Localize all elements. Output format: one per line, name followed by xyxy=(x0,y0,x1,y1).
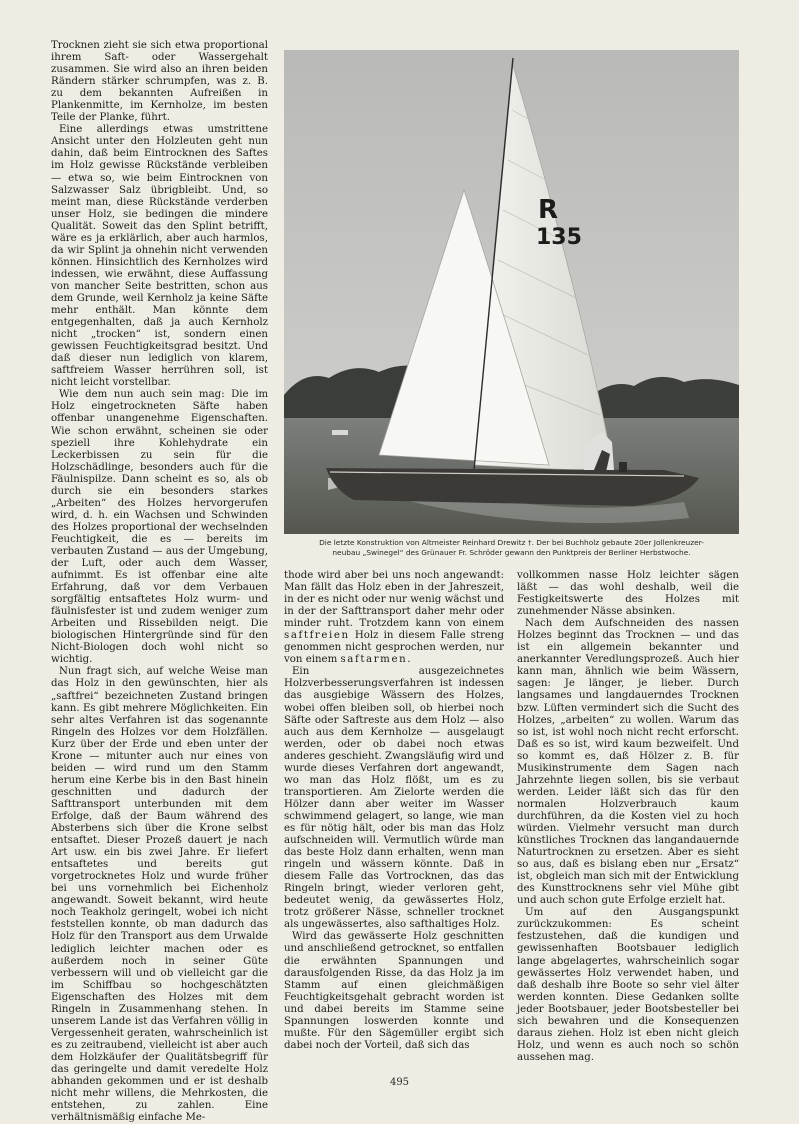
sailboat-illustration xyxy=(284,50,739,534)
caption-line: neubau „Swinegel“ des Grünauer Fr. Schröder gewann den Punktpreis der Berliner Herbstwoche. xyxy=(332,548,691,557)
text-run: Holz in diesem Falle streng genommen nicht gesprochen werden, nur von einem xyxy=(284,630,504,666)
page-number: 495 xyxy=(389,1077,410,1088)
text-column-left xyxy=(51,40,268,1124)
paragraph: Nach dem Aufschneiden des nassen Holzes beginnt das Trocknen — und das ist ein allgemein bekannter und anerkannter Veredlungsprozeß. Auch hier kann man, ähnlich wie beim Wässern, sagen: Je länger, je lieber. Durch langsames und langdauerndes Trocknen bzw. Lüften vermindert sich die Sucht des Holzes, „arbeiten“ zu wollen. Warum das so ist, ist wohl noch nicht recht erforscht. Daß es so ist, wird kaum bezweifelt. Und so kommt es, daß Hölzer z. B. für Musikinstrumente dem Sagen nach Jahrzehnte liegen sollen, bis sie verbaut werden. Leider läßt sich das für den normalen Holzverbrauch kaum durchführen, da die Kosten viel zu hoch würden. Vielmehr versucht man durch künstliches Trocknen das langandauernde Naturtrocknen zu ersetzen. Aber es sieht so aus, daß es bislang eben nur „Ersatz“ ist, obgleich man sich mit der Entwicklung des Kunsttrocknens sehr viel Mühe gibt und auch schon gute Erfolge erzielt hat. xyxy=(517,618,739,907)
text-run: thode wird aber bei uns noch angewandt: Man fällt das Holz eben in der Jahreszeit, in der es nicht oder nur wenig wächst und in der der Safttransport daher mehr oder minder ruht. Trotzdem kann von einem xyxy=(284,570,504,630)
text-column-right xyxy=(517,570,739,1075)
paragraph: Nun fragt sich, auf welche Weise man das Holz in den gewünschten, hier als „saftfrei“ bezeichneten Zustand bringen kann. Es gibt mehrere Möglichkeiten. Ein sehr altes Verfahren ist das sogenannte Ringeln des Holzes vor dem Holzfällen. Kurz über der Erde und eben unter der Krone — mitunter auch nur eines von beiden — wird rund um den Stamm herum eine Kerbe bis in den Bast hinein geschnitten und dadurch der Safttransport unterbunden mit dem Erfolge, daß der Baum während des Absterbens sich über die Krone selbst entsaftet. Dieser Prozeß dauert je nach Art usw. ein bis zwei Jahre. Er liefert entsaftetes und bereits gut vorgetrocknetes Holz und wurde früher bei uns vornehmlich bei Eichenholz angewandt. Soweit bekannt, wird heute noch Teakholz geringelt, wobei ich nicht feststellen konnte, ob man dadurch das Holz für den Transport aus dem Urwalde lediglich leichter machen oder es außerdem noch in seiner Güte verbessern will und ob vielleicht gar die im Schiffbau so hochgeschätzten Eigenschaften des Holzes mit dem Ringeln in Zusammenhang stehen. In unserem Lande ist das Verfahren völlig in Vergessenheit geraten, wahrscheinlich ist es zu zeitraubend, vielleicht ist aber auch dem Holzkäufer der Qualitätsbegriff für das geringelte und damit veredelte Holz abhanden gekommen und er ist deshalb nicht mehr willens, die Mehrkosten, die entstehen, zu zahlen. Eine verhältnismäßig einfache Me- xyxy=(51,666,268,1124)
text-run: . xyxy=(407,654,411,666)
paragraph xyxy=(284,570,504,666)
spaced-emphasis: saftfreien xyxy=(284,630,350,642)
paragraph: Ein ausgezeichnetes Holzverbesserungsverfahren ist indessen das ausgiebige Wässern des Holzes, wobei offen bleiben soll, ob hierbei noch Säfte oder Saftreste aus dem Holz — also auch aus dem Kernholze — ausgelaugt werden, oder ob dabei noch etwas anderes geschieht. Zwangsläufig wird und wurde dieses Verfahren dort angewandt, wo man das Holz flößt, um es zu transportieren. Am Zielorte werden die Hölzer dann aber weiter im Wasser schwimmend gelagert, so lange, wie man es für nötig hält, oder bis man das Holz aufschneiden will. Vermutlich würde man das beste Holz dann erhalten, wenn man ringeln und wässern könnte. Daß in diesem Falle das Vortrocknen, das das Ringeln bringt, wieder verloren geht, bedeutet wenig, da gewässertes Holz, trotz größerer Nässe, schneller trocknet als ungewässertes, also safthaltiges Holz. xyxy=(284,666,504,931)
paragraph: Um auf den Ausgangspunkt zurückzukommen: Es scheint festzustehen, daß die kundigen und gewissenhaften Bootsbauer lediglich lange abgelagertes, wahrscheinlich sogar gewässertes Holz verwendet haben, und daß deshalb ihre Boote so sehr viel älter werden konnten. Diese Gedanken sollte jeder Bootsbauer, jeder Bootsbesteller bei sich bewahren und die Konsequenzen daraus ziehen. Holz ist eben nicht gleich Holz, und wenn es auch noch so schön aussehen mag. xyxy=(517,907,739,1063)
paragraph: Wird das gewässerte Holz geschnitten und anschließend getrocknet, so entfallen die erwähnten Spannungen und darausfolgenden Risse, da das Holz ja im Stamm auf einen gleichmäßigen Feuchtigkeitsgehalt gebracht worden ist und dabei bereits im Stamme seine Spannungen loswerden konnte und mußte. Für den Sägemüller ergibt sich dabei noch der Vorteil, daß sich das xyxy=(284,931,504,1051)
paragraph: Wie dem nun auch sein mag: Die im Holz eingetrockneten Säfte haben offenbar unangenehme Eigenschaften. Wie schon erwähnt, scheinen sie oder speziell ihre Kohlehydrate ein Leckerbissen zu sein für die Holzschädlinge, besonders auch für die Fäulnispilze. Dann scheint es so, als ob durch sie ein besonders starkes „Arbeiten“ des Holzes hervorgerufen wird, d. h. ein Wachsen und Schwinden des Holzes proportional der wechselnden Feuchtigkeit, die es — bereits im verbauten Zustand — aus der Umgebung, der Luft, oder auch dem Wasser, aufnimmt. Es ist offenbar eine alte Erfahrung, daß vor dem Verbauen sorgfältig entsaftetes Holz wurm- und fäulnisfester ist und zudem weniger zum Arbeiten und Rissebilden neigt. Die biologischen Hintergründe sind für den Nicht-Biologen doch wohl nicht so wichtig. xyxy=(51,389,268,666)
text-column-middle xyxy=(284,570,504,1075)
sailboat-photo xyxy=(284,50,739,534)
paragraph: vollkommen nasse Holz leichter sägen läßt — das wohl deshalb, weil die Festigkeitswerte des Holzes mit zunehmender Nässe absinken. xyxy=(517,570,739,618)
paragraph: Trocknen zieht sie sich etwa proportional ihrem Saft- oder Wassergehalt zusammen. Sie wird also an ihren beiden Rändern stärker schrumpfen, was z. B. zu dem bekannten Aufreißen in Plankenmitte, im Kernholze, im besten Teile der Planke, führt. xyxy=(51,40,268,124)
spaced-emphasis: saftarmen xyxy=(340,654,408,666)
sail-number: 135 xyxy=(536,225,582,250)
paragraph: Eine allerdings etwas umstrittene Ansicht unter den Holzleuten geht nun dahin, daß beim Eintrocknen des Saftes im Holz gewisse Rückstände verbleiben — etwa so, wie beim Eintrocknen von Salzwasser Salz übrigbleibt. Und, so meint man, diese Rückstände verderben unser Holz, sie bedingen die mindere Qualität. Soweit das den Splint betrifft, wäre es ja erklärlich, aber auch harmlos, da wir Splint ja ohnehin nicht verwenden können. Hinsichtlich des Kernholzes wird indessen, wie erwähnt, diese Auffassung von mancher Seite bestritten, schon aus dem Grunde, weil Kernholz ja keine Säfte mehr enthält. Man könnte dem entgegenhalten, daß ja auch Kernholz nicht „trocken“ ist, sondern einen gewissen Feuchtigkeitsgrad besitzt. Und daß dieser nun lediglich von klarem, saftfreiem Wasser herrühren soll, ist nicht leicht vorstellbar. xyxy=(51,124,268,389)
photo-caption xyxy=(284,538,739,558)
sail-letter: R xyxy=(538,195,559,225)
caption-line: Die letzte Konstruktion von Altmeister Reinhard Drewitz †. Der bei Buchholz gebaute 20er Jollenkreuzer- xyxy=(319,538,704,547)
